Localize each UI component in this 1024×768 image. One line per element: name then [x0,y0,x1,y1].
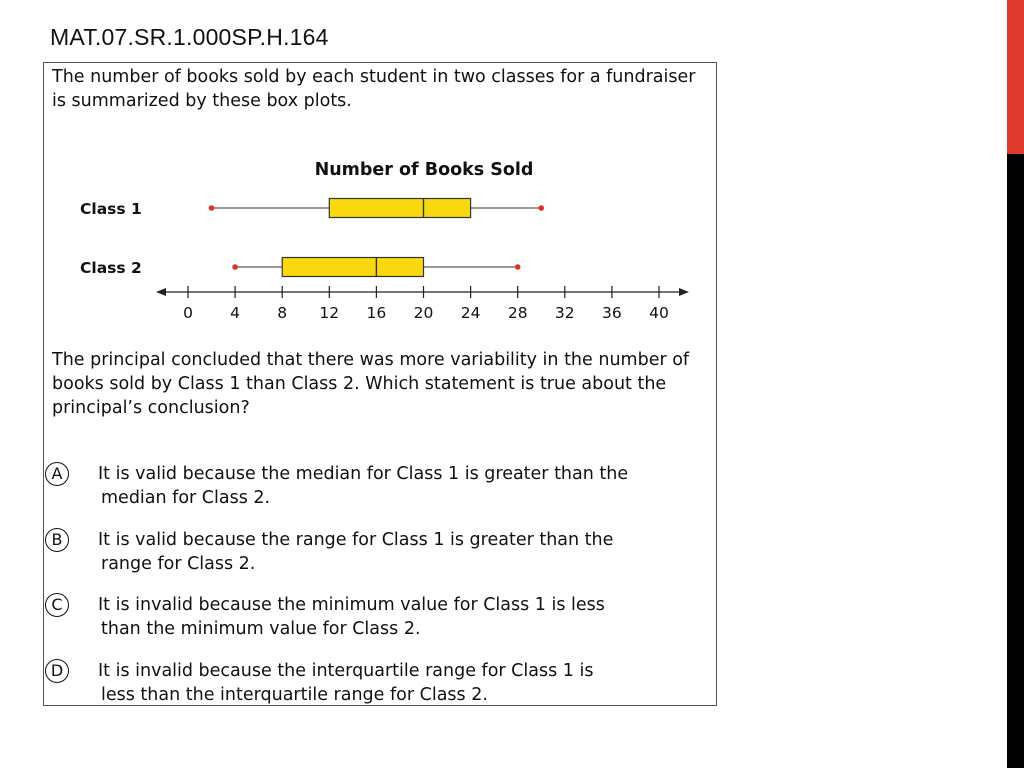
axis-tick-label-36: 36 [602,304,622,322]
axis-arrow-left [156,288,166,296]
option-d-line1: It is invalid because the interquartile range for Class 1 is [98,661,594,681]
class-2-max-point [515,264,521,270]
option-letter-c: C [45,593,69,617]
option-b-line2: range for Class 2. [101,554,256,574]
axis-tick-label-8: 8 [277,304,288,322]
class-1-min-point [209,205,215,211]
option-text-c [98,593,713,641]
boxplot-chart [44,63,716,333]
axis-arrow-right [679,288,689,296]
axis-tick-label-40: 40 [649,304,669,322]
axis-tick-label-28: 28 [507,304,528,322]
option-text-d [98,659,713,707]
option-c-line1: It is invalid because the minimum value for Class 1 is less [98,595,605,615]
number-line-axis [156,286,689,322]
slide-title: MAT.07.SR.1.000SP.H.164 [50,24,329,50]
question-intro: The number of books sold by each student in two classes for a fundraiser is summarized by these box plots. [52,67,696,111]
option-text-a [98,462,713,510]
option-a-line1: It is valid because the median for Class 1 is greater than the [98,464,629,484]
option-a-line2: median for Class 2. [101,488,271,508]
accent-bar-red [1007,0,1024,154]
class-1-max-point [538,205,544,211]
option-text-b [98,528,713,576]
class-2-min-point [232,264,238,270]
axis-tick-label-32: 32 [554,304,575,322]
class-1-label: Class 1 [80,200,142,218]
axis-tick-label-24: 24 [460,304,481,322]
option-letter-d: D [45,659,69,683]
class-2-box [282,258,423,277]
boxplot-series [80,199,544,278]
option-letter-b: B [45,528,69,552]
accent-bar-black [1007,154,1024,768]
question-prompt: The principal concluded that there was more variability in the number of books sold by Class 1 than Class 2. Which statement is true about the principal’s conclusion? [52,350,690,418]
axis-tick-label-16: 16 [366,304,387,322]
axis-tick-label-4: 4 [230,304,241,322]
option-d-line2: less than the interquartile range for Class 2. [101,685,488,705]
option-letter-a: A [45,462,69,486]
class-2-label: Class 2 [80,259,142,277]
option-b-line1: It is valid because the range for Class 1 is greater than the [98,530,614,550]
option-c-line2: than the minimum value for Class 2. [101,619,421,639]
axis-tick-label-12: 12 [319,304,340,322]
chart-title: Number of Books Sold [314,160,534,180]
axis-tick-label-0: 0 [183,304,193,322]
class-1-box [329,199,470,218]
question-box [43,62,717,706]
axis-tick-label-20: 20 [413,304,434,322]
